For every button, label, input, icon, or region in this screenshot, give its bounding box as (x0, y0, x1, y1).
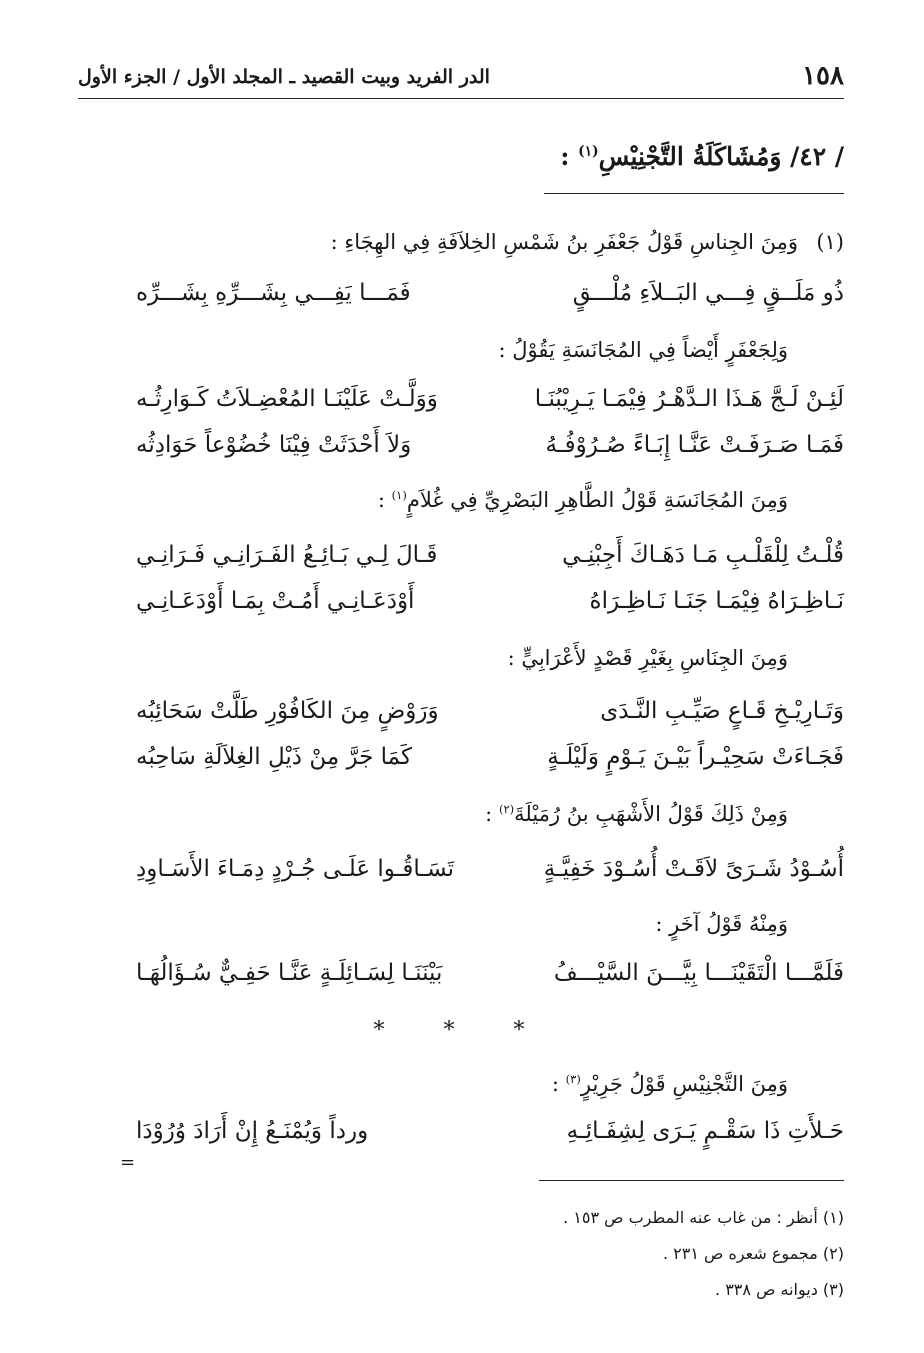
footnote-ref[interactable]: (٢) (498, 802, 515, 816)
verse-first-half: فَلَمَّـــا الْتَقَيْنَـــا بِيَّـــنَ السَّيْـــفُ (553, 960, 844, 986)
verse-line (136, 1111, 844, 1151)
verse-second-half: كَمَا جَرَّ مِنْ ذَيْلِ الغِلاَلَةِ سَاحِبُه (136, 744, 412, 770)
verse-first-half: حَـلأَتِ ذَا سَقْـمٍ يَـرَى لِشِفَـائِـهِ (566, 1118, 844, 1144)
paragraph (485, 795, 788, 833)
verse-second-half: فَمَـــا يَفِـــي بِشَـــرِّهِ بِشَـــرِّه (136, 280, 411, 306)
footnote-divider (539, 1180, 844, 1181)
verse-second-half: قَـالَ لِـي بَـائِـعُ الفَـرَانِـي فَـرَانِـي (136, 542, 438, 568)
paragraph (378, 481, 788, 519)
footnote-ref[interactable]: (١) (391, 488, 407, 502)
footnote-item: (٢) مجموع شعره ص ٢٣١ . (662, 1244, 844, 1263)
verse-first-half: ذُو مَلَــقٍ فِـــي البَــلاَءِ مُلْـــقٍ (572, 280, 844, 306)
footnote-ref[interactable]: (٣) (565, 1072, 581, 1086)
continuation-mark: = (120, 1152, 136, 1173)
paragraph (552, 1065, 788, 1103)
verse-second-half: وَلاَ أَحْدَثَتْ فِيْنَا خُضُوْعاً حَوَادِثُه (136, 432, 412, 458)
page-number: ١٥٨ (802, 61, 844, 91)
running-head (78, 58, 844, 99)
verse-first-half: فَجَـاءَتْ سَحِيْـراً بَيْـنَ يَـوْمٍ وَلَيْلَـةٍ (547, 744, 844, 770)
verse-second-half: وَرَوْضٍ مِنَ الكَافُوْرِ طَلَّتْ سَحَائِبُه (136, 698, 439, 724)
paragraph-intro: وَمِنَ الجِناسِ قَوْلُ جَعْفَرِ بنُ شَمْسِ الخِلاَفَةِ فِي الهِجَاءِ : (330, 230, 798, 254)
verse-line (136, 273, 844, 313)
section-separator-stars: * * * (373, 1018, 551, 1043)
verse-first-half: فَمَـا صَـرَفَـتْ عَنَّـا إِبَـاءً صُـرُوْفُـهُ (545, 432, 844, 458)
paragraph-text: وَمِنَ التَّجْنِيْسِ قَوْلُ جَرِيْرٍ (580, 1072, 788, 1096)
verse-second-half: ورداً وَيُمْنَـعُ إِنْ أَرَادَ وُرُوْدَا (136, 1118, 369, 1144)
verse-first-half: نَـاظِـرَاهُ فِيْمَـا جَنَـا نَـاظِـرَاهُ (589, 588, 844, 614)
section-heading-text: / ٤٢/ وَمُشَاكَلَةُ التَّجْنِيْسِ (598, 142, 844, 171)
verse-second-half: بَيْنَنَـا لِسَـائِلَـةٍ عَنَّـا حَفِـيٌّ سُـؤَالُهَـا (136, 960, 443, 986)
section-heading-colon: : (560, 142, 579, 171)
section-heading (560, 135, 844, 179)
verse-line (136, 535, 844, 575)
verse-second-half: وَوَلَّـتْ عَلَيْنَـا المُعْضِـلاَتُ كَـوَارِثُـه (136, 386, 438, 412)
verse-second-half: أَوْدَعَـانِـي أَمُـتْ بِمَـا أَوْدَعَـانِـي (136, 588, 415, 614)
paragraph: وَلِجَعْفَرٍ أَيْضاً فِي المُجَانَسَةِ يَقُوْلُ : (498, 338, 788, 362)
verse-second-half: تَسَـاقُـوا عَلَـى جُـرْدٍ دِمَـاءَ الأَسَـاوِدِ (136, 856, 455, 882)
verse-first-half: أُسُـوْدُ شَـرَىً لاَقَـتْ أُسُـوْدَ خَفِيَّـةٍ (543, 856, 844, 882)
note-marker: (١) (816, 230, 844, 254)
verse-line (136, 849, 844, 889)
footnote-item: (٣) ديوانه ص ٣٣٨ . (715, 1280, 844, 1299)
paragraph: وَمِنْهُ قَوْلُ آخَرٍ : (655, 912, 788, 936)
verse-line (136, 953, 844, 993)
running-title: الدر الفريد وبيت القصيد ـ المجلد الأول / الجزء الأول (78, 66, 490, 88)
paragraph-colon: : (485, 802, 499, 826)
verse-line (136, 379, 844, 419)
verse-line (136, 581, 844, 621)
heading-divider (544, 193, 844, 194)
verse-line (136, 425, 844, 465)
verse-line (136, 737, 844, 777)
verse-first-half: لَئِـنْ لَـجَّ هَـذَا الـدَّهْـرُ فِيْمَـا يَـرِيْبُنَـا (534, 386, 844, 412)
verse-first-half: قُلْـتُ لِلْقَلْـبِ مَـا دَهَـاكَ أَجِبْنِـي (562, 542, 844, 568)
paragraph-text: وَمِنْ ذَلِكَ قَوْلُ الأَشْهَبِ بنُ رُمَيْلَةَ (514, 802, 788, 826)
footnote-item: (١) أنظر : من غاب عنه المطرب ص ١٥٣ . (563, 1208, 844, 1227)
verse-first-half: وَتَـارِيْـخِ قَـاعٍ صَيِّـبِ النَّـدَى (600, 698, 844, 724)
paragraph-colon: : (377, 488, 392, 512)
paragraph: وَمِنَ الجِنَاسِ بِغَيْرِ قَصْدٍ لأَعْرَابِيٍّ : (507, 646, 788, 670)
paragraph-colon: : (551, 1072, 566, 1096)
paragraph-text: وَمِنَ المُجَانَسَةِ قَوْلُ الطَّاهِرِ البَصْرِيِّ فِي غُلاَمٍ (406, 488, 788, 512)
verse-line (136, 691, 844, 731)
footnote-ref[interactable]: (١) (578, 143, 599, 160)
